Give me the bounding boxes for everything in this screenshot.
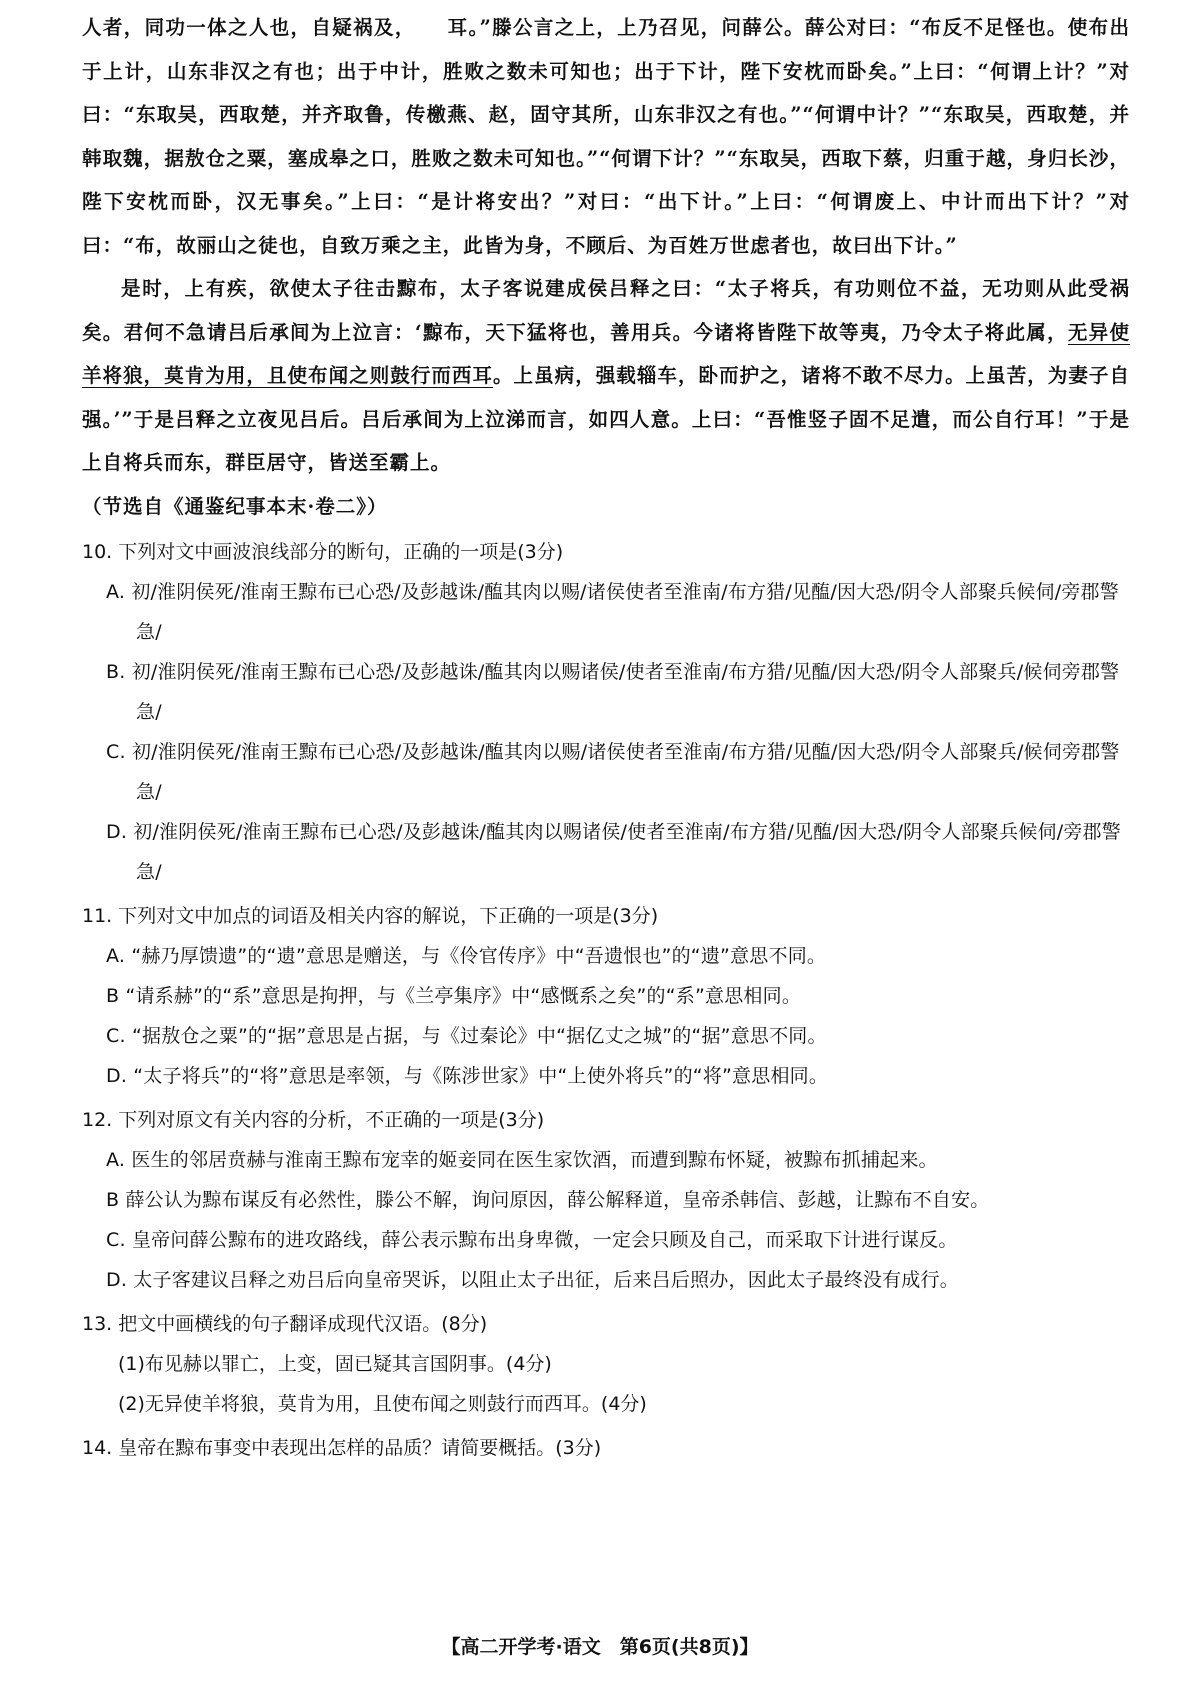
question-stem: 14. 皇帝在黥布事变中表现出怎样的品质？请简要概括。(3分) bbox=[82, 1437, 602, 1459]
question-11 bbox=[82, 896, 1130, 1096]
underlined-sentence: 无异使羊将狼，莫肯为用，且使布闻之则鼓行而西耳 bbox=[82, 320, 1130, 387]
option-b: B “请系赫”的“系”意思是拘押，与《兰亭集序》中“感慨系之矣”的“系”意思相同。 bbox=[106, 985, 802, 1007]
option-d: D. 初/淮阴侯死/淮南王黥布已心恐/及彭越诛/醢其肉以赐诸侯/使者至淮南/布方猎/见醢/因大恐/阴令人部聚兵候伺/旁郡警急/ bbox=[106, 821, 1121, 883]
passage-source: （节选自《通鉴纪事本末·卷二》） bbox=[82, 494, 388, 518]
question-10 bbox=[82, 532, 1130, 892]
translation-item-2: (2)无异使羊将狼，莫肯为用，且使布闻之则鼓行而西耳。(4分) bbox=[118, 1393, 647, 1415]
question-stem: 13. 把文中画横线的句子翻译成现代汉语。(8分) bbox=[82, 1313, 488, 1335]
question-14 bbox=[82, 1428, 1130, 1468]
option-a: A. 初/淮阴侯死/淮南王黥布已心恐/及彭越诛/醢其肉以赐/诸侯使者至淮南/布方猎/见醢/因大恐/阴令人部聚兵候伺/旁郡警急/ bbox=[106, 581, 1119, 643]
option-a: A. “赫乃厚馈遗”的“遗”意思是赠送，与《伶官传序》中“吾遗恨也”的“遗”意思不同。 bbox=[106, 945, 827, 967]
option-c: C. “据敖仓之粟”的“据”意思是占据，与《过秦论》中“据亿丈之城”的“据”意思不同。 bbox=[106, 1025, 827, 1047]
question-stem: 10. 下列对文中画波浪线部分的断句，正确的一项是(3分) bbox=[82, 541, 564, 563]
option-c: C. 初/淮阴侯死/淮南王黥布已心恐/及彭越诛/醢其肉以赐/诸侯使者至淮南/布方猎/见醢/因大恐/阴令人部聚兵/候伺旁郡警急/ bbox=[106, 741, 1120, 803]
question-13 bbox=[82, 1304, 1130, 1424]
page-footer: 【高二开学考·语文 第6页(共8页)】 bbox=[441, 1636, 759, 1658]
option-a: A. 医生的邻居贲赫与淮南王黥布宠幸的姬妾同在医生家饮酒，而遭到黥布怀疑，被黥布抓捕起来。 bbox=[106, 1149, 938, 1171]
passage-paragraph-2-start: 是时，上有疾，欲使太子往击黥布，太子客说建成侯吕释之曰：“太子将兵，有功则位不益，无功则从此受祸矣。君何不急请吕后承间为上泣言：‘黥布，天下猛将也，善用兵。今诸将皆陛下故等夷，乃令太子将此属， bbox=[82, 277, 1130, 344]
passage-paragraph-2 bbox=[82, 267, 1130, 485]
option-d: D. 太子客建议吕释之劝吕后向皇帝哭诉，以阻止太子出征，后来吕后照办，因此太子最终没有成行。 bbox=[106, 1269, 959, 1291]
passage-paragraph-2-end: 。上虽病，强载辎车，卧而护之，诸将不敢不尽力。上虽苦，为妻子自强。’”于是吕释之立夜见吕后。吕后承间为上泣涕而言，如四人意。上曰：“吾惟竖子固不足遣，而公自行耳！”于是上自将兵而东，群臣居守，皆送至霸上。 bbox=[82, 364, 1130, 474]
option-b: B 薛公认为黥布谋反有必然性，滕公不解，询问原因，薛公解释道，皇帝杀韩信、彭越，让黥布不自安。 bbox=[106, 1189, 990, 1211]
question-12 bbox=[82, 1100, 1130, 1300]
option-c: C. 皇帝问薛公黥布的进攻路线，薛公表示黥布出身卑微，一定会只顾及自己，而采取下计进行谋反。 bbox=[106, 1229, 958, 1251]
option-b: B. 初/淮阴侯死/淮南王黥布已心恐/及彭越诛/醢其肉以赐诸侯/使者至淮南/布方猎/见醢/因大恐/阴令人部聚兵/候伺旁郡警急/ bbox=[106, 661, 1120, 723]
passage-paragraph-1: 人者，同功一体之人也，自疑祸及， 耳。”滕公言之上，上乃召见，问薛公。薛公对曰：“布反不足怪也。使布出于上计，山东非汉之有也；出于中计，胜败之数未可知也；出于下计，陛下安枕而卧矣。”上曰：“何谓上计？”对曰：“东取吴，西取楚，并齐取鲁，传檄燕、赵，固守其所，山东非汉之有也。”“何谓中计？”“东取吴，西取楚，并韩取魏，据敖仓之粟，塞成皋之口，胜败之数未可知也。”“何谓下计？”“东取吴，西取下蔡，归重于越，身归长沙，陛下安枕而卧，汉无事矣。”上曰：“是计将安出？”对曰：“出下计。”上曰：“何谓废上、中计而出下计？”对曰：“布，故丽山之徒也，自致万乘之主，此皆为身，不顾后、为百姓万世虑者也，故曰出下计。” bbox=[82, 16, 1130, 257]
question-stem: 11. 下列对文中加点的词语及相关内容的解说，下正确的一项是(3分) bbox=[82, 905, 659, 927]
reading-passage bbox=[82, 6, 1130, 528]
question-stem: 12. 下列对原文有关内容的分析，不正确的一项是(3分) bbox=[82, 1109, 545, 1131]
translation-item-1: (1)布见赫以罪亡，上变，固已疑其言国阴事。(4分) bbox=[118, 1353, 552, 1375]
option-d: D. “太子将兵”的“将”意思是率领，与《陈涉世家》中“上使外将兵”的“将”意思相同。 bbox=[106, 1065, 829, 1087]
